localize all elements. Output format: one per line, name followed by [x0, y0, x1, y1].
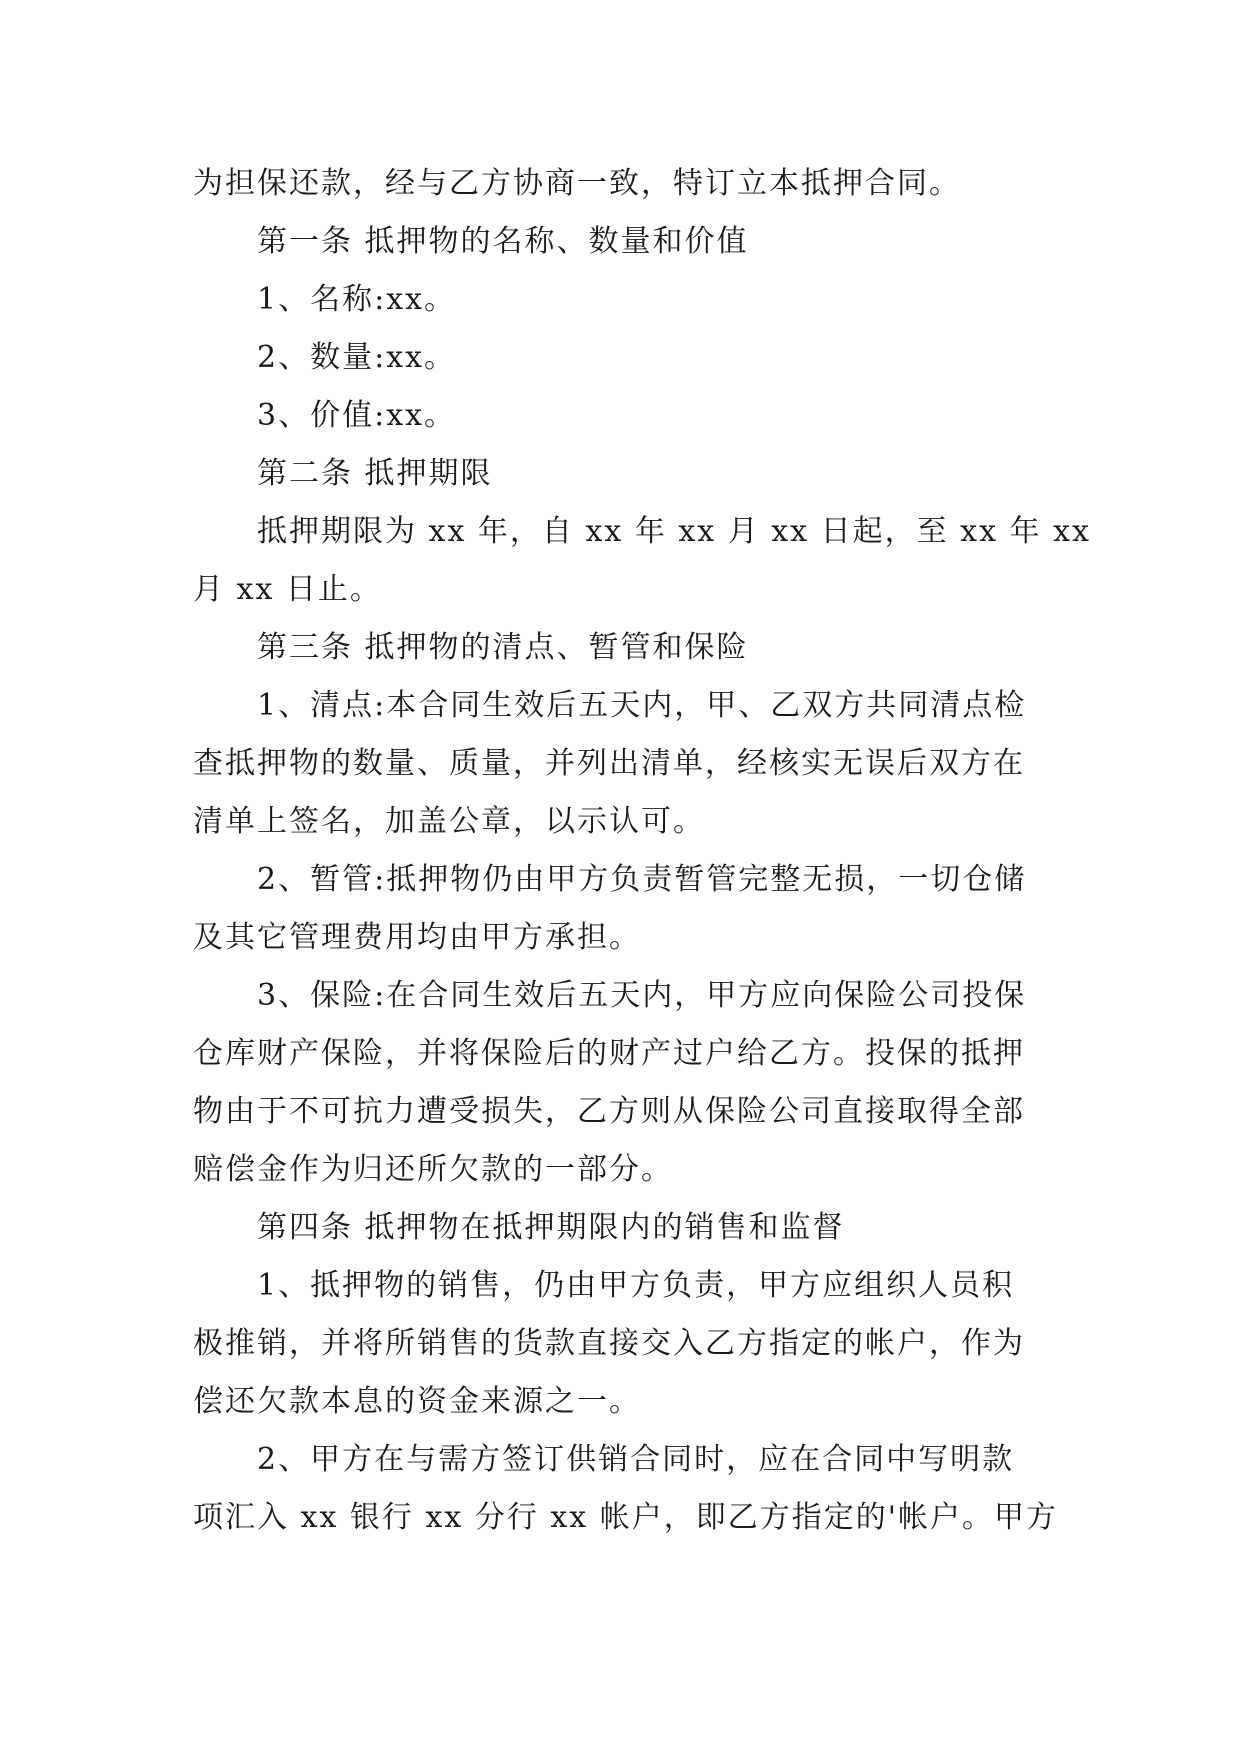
article-heading: 第三条 抵押物的清点、暂管和保险 — [257, 630, 749, 665]
text-line: 1、清点:本合同生效后五天内，甲、乙双方共同清点检 — [257, 688, 1027, 723]
text-line: 及其它管理费用均由甲方承担。 — [193, 920, 641, 955]
text-line: 2、暂管:抵押物仍由甲方负责暂管完整无损，一切仓储 — [257, 862, 1027, 897]
text-line: 查抵押物的数量、质量，并列出清单，经核实无误后双方在 — [193, 746, 1025, 781]
text-line: 为担保还款，经与乙方协商一致，特订立本抵押合同。 — [193, 166, 961, 201]
text-line: 偿还欠款本息的资金来源之一。 — [193, 1384, 641, 1419]
text-line: 极推销，并将所销售的货款直接交入乙方指定的帐户，作为 — [193, 1326, 1025, 1361]
text-line: 清单上签名，加盖公章，以示认可。 — [193, 804, 705, 839]
text-line: 抵押期限为 xx 年，自 xx 年 xx 月 xx 日起，至 xx 年 xx — [257, 514, 1091, 549]
text-line: 仓库财产保险，并将保险后的财产过户给乙方。投保的抵押 — [193, 1036, 1025, 1071]
text-line: 月 xx 日止。 — [193, 572, 382, 607]
article-heading: 第一条 抵押物的名称、数量和价值 — [257, 224, 749, 259]
text-line: 物由于不可抗力遭受损失，乙方则从保险公司直接取得全部 — [193, 1094, 1025, 1129]
text-line: 1、抵押物的销售，仍由甲方负责，甲方应组织人员积 — [257, 1268, 1015, 1303]
text-line: 2、数量:xx。 — [257, 340, 457, 375]
document-page — [193, 155, 1091, 1547]
article-heading: 第四条 抵押物在抵押期限内的销售和监督 — [257, 1210, 845, 1245]
article-heading: 第二条 抵押期限 — [257, 456, 493, 491]
text-line: 1、名称:xx。 — [257, 282, 457, 317]
text-line: 赔偿金作为归还所欠款的一部分。 — [193, 1152, 673, 1187]
text-line: 项汇入 xx 银行 xx 分行 xx 帐户，即乙方指定的'帐户。甲方 — [193, 1500, 1058, 1535]
text-line: 3、保险:在合同生效后五天内，甲方应向保险公司投保 — [257, 978, 1027, 1013]
text-line: 3、价值:xx。 — [257, 398, 457, 433]
text-line: 2、甲方在与需方签订供销合同时，应在合同中写明款 — [257, 1442, 1015, 1477]
